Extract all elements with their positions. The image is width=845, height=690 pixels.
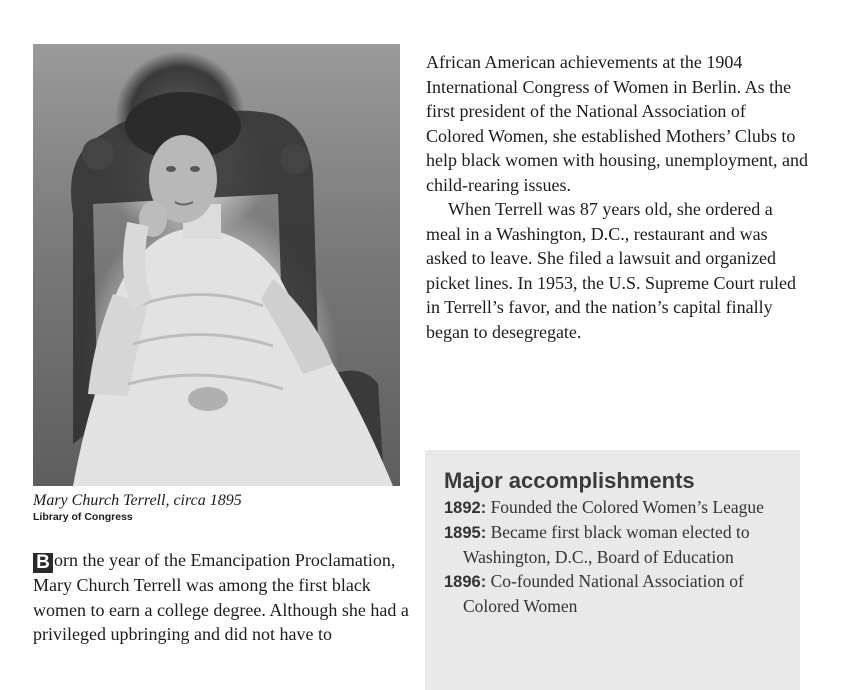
biography-paragraph: When Terrell was 87 years old, she ordered a meal in a Washington, D.C., restaurant and was asked to leave. She filed a lawsuit and organized picket lines. In 1953, the U.S. Supreme Court ruled in Terrell’s favor, and the nation’s capital finally began to desegregate. [426,199,796,342]
accomplishment-year: 1892: [444,499,487,517]
accomplishment-item [444,520,789,569]
portrait-photo [33,44,400,486]
portrait-illustration [33,44,400,486]
photo-caption [33,492,413,524]
accomplishment-year: 1896: [444,573,487,591]
biography-paragraph: African American achievements at the 1904 International Congress of Women in Berlin. As the first president of the National Association of Colored Women, she established Mothers’ Clubs to help black women with housing, unemployment, and child-rearing issues. [426,52,808,195]
biography-intro-paragraph [33,548,423,647]
drop-cap: B [33,553,53,573]
caption-title: Mary Church Terrell, circa 1895 [33,492,242,509]
accomplishment-item [444,569,789,618]
accomplishment-item [444,495,789,520]
biography-continued [426,50,808,344]
accomplishment-year: 1895: [444,524,487,542]
intro-paragraph-text: orn the year of the Emancipation Proclamation, Mary Church Terrell was among the first black women to earn a college degree. Although she had a privileged upbringing and did not have to [33,550,409,644]
accomplishments-title: Major accomplishments [444,468,695,493]
accomplishment-text: Co-founded National Association of Colored Women [463,571,744,616]
accomplishments-list [444,495,789,618]
accomplishment-text: Founded the Colored Women’s League [490,497,764,517]
accomplishments-sidebar [425,450,800,690]
caption-credit: Library of Congress [33,511,133,523]
accomplishment-text: Became first black woman elected to Washington, D.C., Board of Education [463,522,750,567]
